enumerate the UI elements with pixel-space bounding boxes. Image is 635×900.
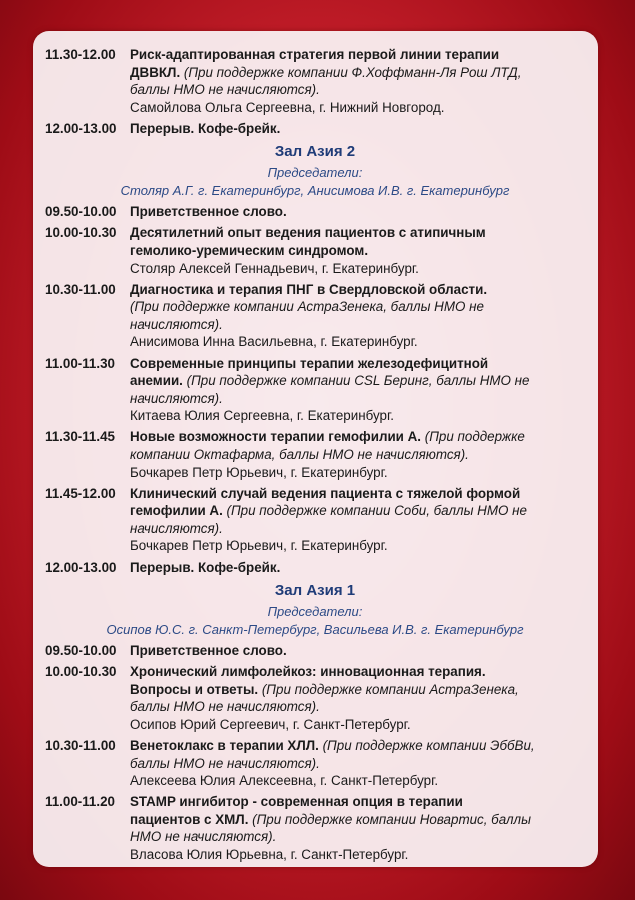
talk-title: ДВВКЛ.	[130, 64, 184, 80]
sponsor-note: (При поддержке	[424, 429, 525, 445]
item-line	[130, 316, 595, 334]
item-line	[130, 846, 595, 864]
item-time: 10.00-10.30	[45, 664, 117, 680]
item-line	[130, 828, 595, 846]
item-line	[130, 120, 595, 138]
item-body	[130, 428, 595, 481]
item-line	[130, 464, 595, 482]
sponsor-note: (При поддержке компании АстраЗенека, баллы НМО не	[130, 299, 484, 315]
item-line	[130, 99, 595, 117]
chair-names: Осипов Ю.С. г. Санкт-Петербург, Васильева И.В. г. Екатеринбург	[106, 621, 524, 637]
item-time: 09.50-10.00	[45, 204, 117, 220]
item-body	[130, 737, 595, 790]
item-line	[130, 537, 595, 555]
item-time: 11.00-11.30	[45, 355, 115, 371]
item-line	[130, 281, 595, 299]
item-line	[130, 242, 595, 260]
schedule-item	[45, 46, 595, 116]
chair-names: Столяр А.Г. г. Екатеринбург, Анисимова И.В. г. Екатеринбург	[120, 182, 510, 198]
item-line	[130, 298, 595, 316]
talk-title: Десятилетний опыт ведения пациентов с атипичным	[130, 225, 486, 241]
talk-title: Приветственное слово.	[130, 642, 287, 658]
speaker: Осипов Юрий Сергеевич, г. Санкт-Петербург.	[130, 716, 411, 732]
item-line	[130, 390, 595, 408]
item-line	[130, 203, 595, 221]
sponsor-note: (При поддержке компании ЭббВи,	[322, 737, 535, 753]
schedule-item	[45, 663, 595, 733]
item-body	[130, 559, 595, 577]
schedule-item	[45, 281, 595, 351]
item-line	[130, 407, 595, 425]
talk-title: STAMP ингибитор - современная опция в терапии	[130, 794, 463, 810]
item-time: 11.45-12.00	[45, 485, 116, 501]
talk-title: анемии.	[130, 373, 187, 389]
schedule-item	[45, 559, 595, 577]
item-line	[130, 372, 595, 390]
item-time: 09.50-10.00	[45, 642, 117, 658]
schedule-item	[45, 120, 595, 138]
item-line	[130, 46, 595, 64]
item-time: 12.00-13.00	[45, 120, 117, 136]
sponsor-note: начисляются).	[130, 520, 223, 536]
item-time: 11.30-12.00	[45, 47, 116, 62]
schedule-item	[45, 203, 595, 221]
speaker: Китаева Юлия Сергеевна, г. Екатеринбург.	[130, 408, 394, 424]
sponsor-note: баллы НМО не начисляются).	[130, 699, 320, 715]
sponsor-note: начисляются).	[130, 316, 223, 332]
schedule-item	[45, 224, 595, 277]
item-time: 10.30-11.00	[45, 737, 116, 753]
item-body	[130, 46, 595, 116]
item-line	[130, 502, 595, 520]
item-body	[130, 120, 595, 138]
talk-title: Венетоклакс в терапии ХЛЛ.	[130, 737, 323, 753]
item-body	[130, 485, 595, 555]
item-line	[130, 663, 595, 681]
talk-title: Перерыв. Кофе-брейк.	[130, 559, 281, 575]
talk-title: гемолико-уремическим синдромом.	[130, 242, 369, 258]
talk-title: Риск-адаптированная стратегия первой линии терапии	[130, 47, 500, 62]
sponsor-note: (При поддержке компании Соби, баллы НМО не	[226, 503, 527, 519]
program-schedule	[45, 46, 595, 867]
sponsor-note: компании Октафарма, баллы НМО не начисляются).	[130, 447, 469, 462]
speaker: Бочкарев Петр Юрьевич, г. Екатеринбург.	[130, 538, 388, 554]
item-body	[130, 663, 595, 733]
item-line	[130, 811, 595, 829]
item-time: 11.00-11.20	[45, 794, 115, 810]
speaker: Анисимова Инна Васильевна, г. Екатеринбург.	[130, 334, 418, 350]
item-line	[130, 793, 595, 811]
chair-label: Председатели:	[267, 165, 363, 181]
chairpersons	[45, 164, 595, 199]
item-line	[130, 559, 595, 577]
item-line	[130, 224, 595, 242]
talk-title: Перерыв. Кофе-брейк.	[130, 120, 281, 136]
item-line	[130, 642, 595, 660]
sponsor-note: (При поддержке компании Ф.Хоффманн-Ля Рош ЛТД,	[183, 64, 522, 80]
schedule-item	[45, 428, 595, 481]
schedule-item	[45, 737, 595, 790]
item-line	[130, 428, 595, 446]
item-time: 11.30-11.45	[45, 429, 115, 445]
sponsor-note: (При поддержке компании Новартис, баллы	[252, 811, 531, 827]
item-line	[130, 716, 595, 734]
talk-title: Клинический случай ведения пациента с тяжелой формой	[130, 485, 521, 501]
speaker: Бочкарев Петр Юрьевич, г. Екатеринбург.	[130, 464, 388, 480]
item-body	[130, 355, 595, 425]
schedule-item	[45, 793, 595, 863]
sponsor-note: начисляются).	[130, 390, 223, 406]
item-line	[130, 520, 595, 538]
sponsor-note: (При поддержке компании CSL Беринг, баллы НМО не	[186, 373, 530, 389]
item-line	[130, 333, 595, 351]
speaker: Самойлова Ольга Сергеевна, г. Нижний Новгород.	[130, 99, 445, 115]
item-line	[130, 772, 595, 790]
talk-title: Диагностика и терапия ПНГ в Свердловской области.	[130, 281, 488, 297]
talk-title: Хронический лимфолейкоз: инновационная терапия.	[130, 664, 486, 680]
item-line	[130, 681, 595, 699]
sponsor-note: НМО не начисляются).	[130, 829, 277, 845]
item-line	[130, 737, 595, 755]
item-line	[130, 698, 595, 716]
schedule-item	[45, 355, 595, 425]
speaker: Алексеева Юлия Алексеевна, г. Санкт-Петербург.	[130, 773, 439, 789]
item-body	[130, 224, 595, 277]
item-time: 12.00-13.00	[45, 559, 117, 575]
item-line	[130, 260, 595, 278]
talk-title: Новые возможности терапии гемофилии А.	[130, 429, 425, 445]
talk-title: Приветственное слово.	[130, 204, 287, 220]
item-line	[130, 446, 595, 464]
speaker: Власова Юлия Юрьевна, г. Санкт-Петербург.	[130, 847, 409, 862]
speaker: Столяр Алексей Геннадьевич, г. Екатеринбург.	[130, 260, 419, 276]
item-time: 10.00-10.30	[45, 225, 117, 241]
talk-title: гемофилии А.	[130, 503, 227, 519]
item-time: 10.30-11.00	[45, 281, 116, 297]
sponsor-note: баллы НМО не начисляются).	[130, 755, 320, 771]
sponsor-note: (При поддержке компании АстраЗенека,	[261, 681, 519, 697]
schedule-item	[45, 485, 595, 555]
item-body	[130, 203, 595, 221]
sponsor-note: баллы НМО не начисляются).	[130, 82, 320, 98]
talk-title: Современные принципы терапии железодефицитной	[130, 355, 489, 371]
talk-title: пациентов с ХМЛ.	[130, 811, 253, 827]
item-line	[130, 355, 595, 373]
chair-label: Председатели:	[267, 604, 363, 620]
schedule-item	[45, 642, 595, 660]
item-line	[130, 64, 595, 82]
item-body	[130, 642, 595, 660]
chairpersons	[45, 603, 595, 638]
item-line	[130, 81, 595, 99]
item-line	[130, 485, 595, 503]
hall-title: Зал Азия 2	[274, 143, 356, 161]
item-body	[130, 793, 595, 863]
hall-title: Зал Азия 1	[274, 582, 356, 600]
item-body	[130, 281, 595, 351]
item-line	[130, 755, 595, 773]
talk-title: Вопросы и ответы.	[130, 681, 262, 697]
